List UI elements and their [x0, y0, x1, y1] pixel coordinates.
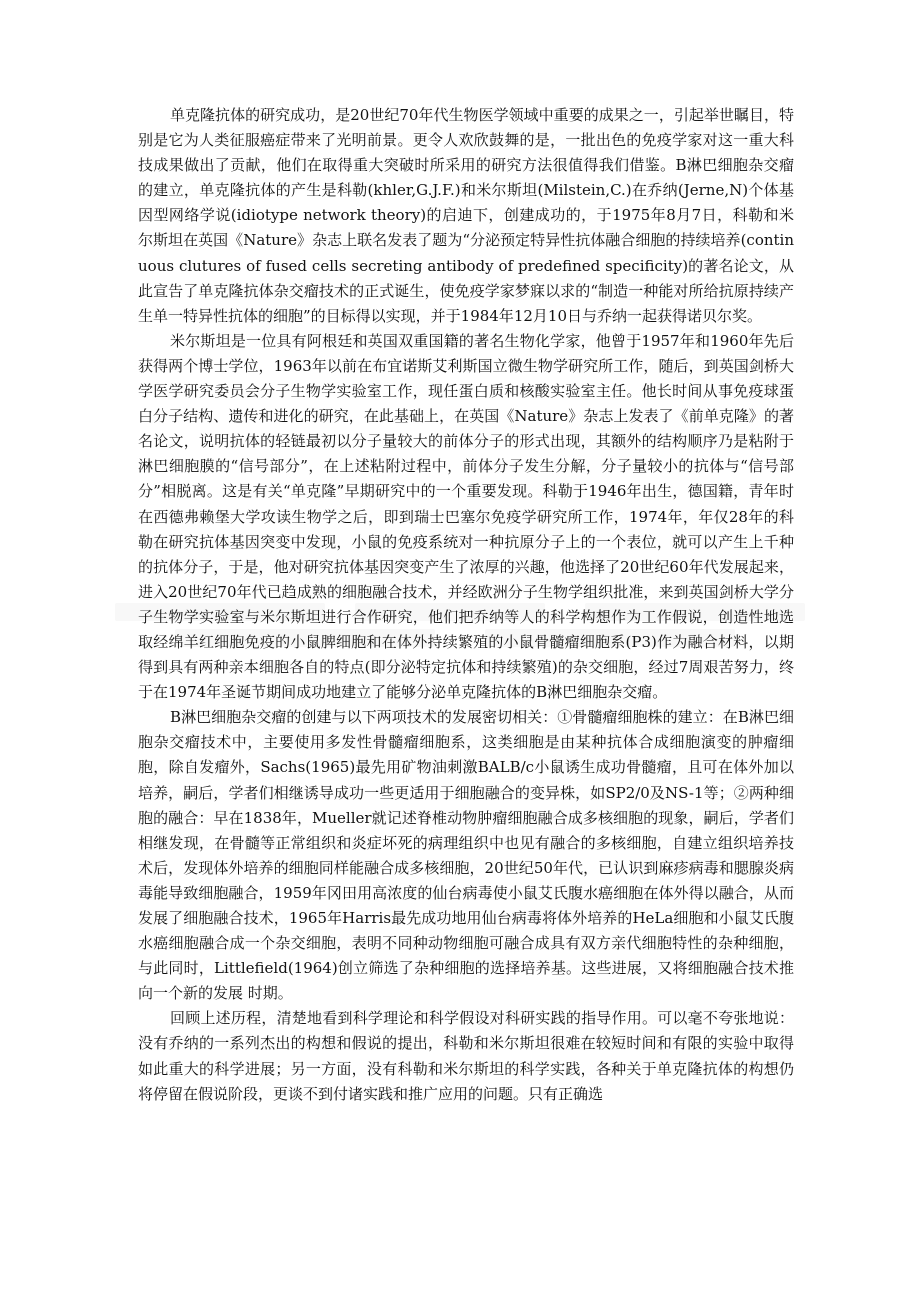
document-body: [138, 103, 794, 1107]
paragraph-4: 回顾上述历程，清楚地看到科学理论和科学假设对科研实践的指导作用。可以毫不夸张地说：没有乔纳的一系列杰出的构想和假说的提出，科勒和米尔斯坦很难在较短时间和有限的实验中取得如此重大的科学进展；另一方面，没有科勒和米尔斯坦的科学实践，各种关于单克隆抗体的构想仍将停留在假说阶段，更谈不到付诸实践和推广应用的问题。只有正确选: [138, 1009, 794, 1103]
paragraph-3: B淋巴细胞杂交瘤的创建与以下两项技术的发展密切相关：①骨髓瘤细胞株的建立：在B淋巴细胞杂交瘤技术中，主要使用多发性骨髓瘤细胞系，这类细胞是由某种抗体合成细胞演变的肿瘤细胞，除自发瘤外，Sachs(1965)最先用矿物油刺激BALB/c小鼠诱生成功骨髓瘤，且可在体外加以培养，嗣后，学者们相继诱导成功一些更适用于细胞融合的变异株，如SP2/0及NS-1等；②两种细胞的融合：早在1838年，Mueller就记述脊椎动物肿瘤细胞融合成多核细胞的现象，嗣后，学者们相继发现，在骨髓等正常组织和炎症坏死的病理组织中也见有融合的多核细胞，自建立组织培养技术后，发现体外培养的细胞同样能融合成多核细胞，20世纪50年代，已认识到麻疹病毒和腮腺炎病毒能导致细胞融合，1959年冈田用高浓度的仙台病毒使小鼠艾氏腹水癌细胞在体外得以融合，从而发展了细胞融合技术，1965年Harris最先成功地用仙台病毒将体外培养的HeLa细胞和小鼠艾氏腹水癌细胞融合成一个杂交细胞，表明不同种动物细胞可融合成具有双方亲代细胞特性的杂种细胞，与此同时，Littlefield(1964)创立筛选了杂种细胞的选择培养基。这些进展，又将细胞融合技术推向一个新的发展 时期。: [138, 708, 794, 1003]
paragraph-1: 单克隆抗体的研究成功，是20世纪70年代生物医学领域中重要的成果之一，引起举世瞩目，特别是它为人类征服癌症带来了光明前景。更令人欢欣鼓舞的是，一批出色的免疫学家对这一重大科技成果做出了贡献，他们在取得重大突破时所采用的研究方法很值得我们借鉴。B淋巴细胞杂交瘤的建立，单克隆抗体的产生是科勒(khler,G.J.F.)和米尔斯坦(Milstein,C.)在乔纳(Jerne,N)个体基因型网络学说(idiotype network theory)的启迪下，创建成功的，于1975年8月7日，科勒和米尔斯坦在英国《Nature》杂志上联名发表了题为“分泌预定特异性抗体融合细胞的持续培养(continuous clutures of fused cells secreting antibody of predefined specificity)的著名论文，从此宣告了单克隆抗体杂交瘤技术的正式诞生，使免疫学家梦寐以求的“制造一种能对所给抗原持续产生单一特异性抗体的细胞”的目标得以实现，并于1984年12月10日与乔纳一起获得诺贝尔奖。: [138, 106, 794, 325]
paragraph-2: 米尔斯坦是一位具有阿根廷和英国双重国籍的著名生物化学家，他曾于1957年和1960年先后获得两个博士学位，1963年以前在布宜诺斯艾利斯国立微生物学研究所工作，随后，到英国剑桥大学医学研究委员会分子生物学实验室工作，现任蛋白质和核酸实验室主任。他长时间从事免疫球蛋白分子结构、遗传和进化的研究，在此基础上，在英国《Nature》杂志上发表了《前单克隆》的著名论文，说明抗体的轻链最初以分子量较大的前体分子的形式出现，其额外的结构顺序乃是粘附于淋巴细胞膜的“信号部分”，在上述粘附过程中，前体分子发生分解，分子量较小的抗体与“信号部分”相脱离。这是有关“单克隆”早期研究中的一个重要发现。科勒于1946年出生，德国籍，青年时在西德弗赖堡大学攻读生物学之后，即到瑞士巴塞尔免疫学研究所工作，1974年，年仅28年的科勒在研究抗体基因突变中发现，小鼠的免疫系统对一种抗原分子上的一个表位，就可以产生上千种的抗体分子，于是，他对研究抗体基因突变产生了浓厚的兴趣，他选择了20世纪60年代发展起来，进入20世纪70年代已趋成熟的细胞融合技术，并经欧洲分子生物学组织批准，来到英国剑桥大学分子生物学实验室与米尔斯坦进行合作研究，他们把乔纳等人的科学构想作为工作假说，创造性地选取经绵羊红细胞免疫的小鼠脾细胞和在体外持续繁殖的小鼠骨髓瘤细胞系(P3)作为融合材料，以期得到具有两种亲本细胞各自的特点(即分泌特定抗体和持续繁殖)的杂交细胞，经过7周艰苦努力，终于在1974年圣诞节期间成功地建立了能够分泌单克隆抗体的B淋巴细胞杂交瘤。: [138, 331, 794, 702]
